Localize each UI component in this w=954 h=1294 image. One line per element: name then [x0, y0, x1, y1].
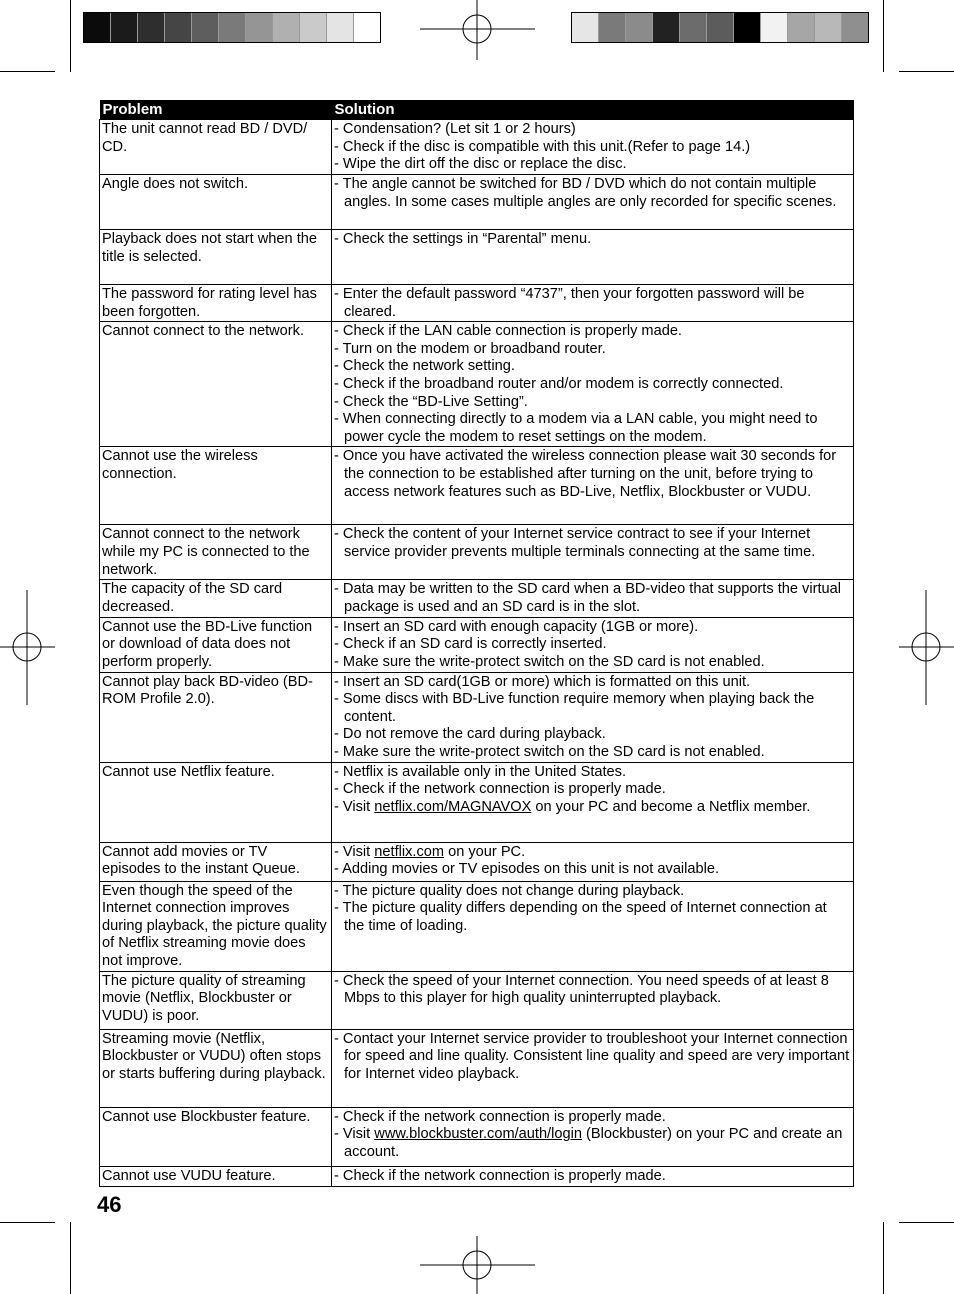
solution-cell: [332, 762, 854, 842]
solution-line: [334, 526, 851, 561]
registration-mark-top: [420, 0, 535, 60]
color-swatch: [219, 13, 246, 42]
solution-line: [334, 411, 851, 446]
table-row: [100, 120, 854, 175]
table-row: [100, 842, 854, 881]
solution-line: [334, 448, 851, 501]
solution-text: - Some discs with BD-Live function require memory when playing back the content.: [334, 691, 815, 725]
solution-text: - The picture quality does not change during playback.: [334, 882, 685, 899]
table-row: [100, 881, 854, 971]
solution-cell: [332, 1029, 854, 1107]
color-swatch: [354, 13, 380, 42]
solution-text: - Turn on the modem or broadband router.: [334, 340, 606, 357]
problem-cell: Cannot use Netflix feature.: [100, 762, 332, 842]
color-swatch: [761, 13, 788, 42]
solution-text: - When connecting directly to a modem via a LAN cable, you might need to power cycle the modem to reset settings on the modem.: [334, 411, 818, 445]
solution-text: - Visit: [334, 1126, 375, 1143]
solution-cell: [332, 120, 854, 175]
table-row: [100, 672, 854, 762]
solution-text: - Check if the network connection is properly made.: [334, 781, 666, 798]
solution-text: - Check the content of your Internet service contract to see if your Internet service provider prevents multiple terminals connecting at the same time.: [334, 526, 816, 560]
solution-line: [334, 674, 851, 692]
color-swatch: [707, 13, 734, 42]
solution-line: [334, 900, 851, 935]
solution-line: [334, 176, 851, 211]
solution-line: [334, 1031, 851, 1084]
solution-text: - Insert an SD card with enough capacity (1GB or more).: [334, 618, 699, 635]
table-row: [100, 230, 854, 285]
link-text[interactable]: www.blockbuster.com/auth/login: [374, 1126, 582, 1143]
problem-cell: The password for rating level has been forgotten.: [100, 285, 332, 322]
solution-text: on your PC and become a Netflix member.: [531, 798, 811, 815]
table-row: [100, 617, 854, 672]
solution-line: [334, 121, 851, 139]
problem-cell: Cannot use the wireless connection.: [100, 447, 332, 525]
solution-text: - Adding movies or TV episodes on this unit is not available.: [334, 861, 720, 878]
problem-cell: Cannot use VUDU feature.: [100, 1166, 332, 1186]
grayscale-color-bar: [83, 12, 381, 43]
solution-cell: [332, 322, 854, 447]
solution-text: - Insert an SD card(1GB or more) which is formatted on this unit.: [334, 673, 751, 690]
solution-line: [334, 1126, 851, 1161]
solution-text: - Data may be written to the SD card when a BD-video that supports the virtual package is used and an SD card is in the slot.: [334, 581, 841, 615]
table-row: [100, 285, 854, 322]
solution-line: [334, 744, 851, 762]
color-swatch: [734, 13, 761, 42]
table-row: [100, 971, 854, 1029]
page-number: 46: [97, 1192, 122, 1217]
problem-header: Problem: [100, 100, 332, 120]
solution-line: [334, 764, 851, 782]
solution-line: [334, 231, 851, 249]
table-row: [100, 1166, 854, 1186]
solution-line: [334, 726, 851, 744]
solution-text: - Check if the LAN cable connection is properly made.: [334, 323, 682, 340]
solution-text: - Check the “BD-Live Setting”.: [334, 393, 528, 410]
problem-cell: Playback does not start when the title is selected.: [100, 230, 332, 285]
color-swatch: [653, 13, 680, 42]
solution-line: [334, 341, 851, 359]
problem-cell: Cannot use the BD-Live function or download of data does not perform properly.: [100, 617, 332, 672]
solution-line: [334, 156, 851, 174]
solution-cell: [332, 672, 854, 762]
problem-cell: Cannot play back BD-video (BD-ROM Profile 2.0).: [100, 672, 332, 762]
color-swatch: [788, 13, 815, 42]
table-row: [100, 322, 854, 447]
solution-line: [334, 1168, 851, 1186]
solution-text: - Check if the network connection is properly made.: [334, 1167, 666, 1184]
troubleshooting-table: [99, 100, 854, 1187]
solution-text: - Check the network setting.: [334, 358, 515, 375]
table-body: [100, 120, 854, 1187]
link-text[interactable]: netflix.com: [374, 843, 445, 860]
solution-line: [334, 883, 851, 901]
solution-line: [334, 781, 851, 799]
problem-cell: Even though the speed of the Internet connection improves during playback, the picture quality of Netflix streaming movie does not improve.: [100, 881, 332, 971]
solution-line: [334, 1109, 851, 1127]
solution-line: [334, 323, 851, 341]
solution-header: Solution: [332, 100, 854, 120]
solution-line: [334, 376, 851, 394]
solution-cell: [332, 285, 854, 322]
table-row: [100, 580, 854, 617]
table-header-row: [100, 100, 854, 120]
solution-text: - Check if the disc is compatible with this unit.(Refer to page 14.): [334, 138, 751, 155]
solution-line: [334, 358, 851, 376]
color-swatch: [273, 13, 300, 42]
solution-text: - Make sure the write-protect switch on the SD card is not enabled.: [334, 653, 765, 670]
color-swatch: [626, 13, 653, 42]
color-swatch: [572, 13, 599, 42]
color-swatch: [111, 13, 138, 42]
solution-cell: [332, 175, 854, 230]
solution-text: on your PC.: [444, 843, 526, 860]
problem-cell: Cannot use Blockbuster feature.: [100, 1107, 332, 1166]
solution-text: - The angle cannot be switched for BD / DVD which do not contain multiple angles. In some cases multiple angles are only recorded for specific scenes.: [334, 176, 837, 210]
problem-cell: Angle does not switch.: [100, 175, 332, 230]
solution-text: (Blockbuster) on your PC and create an account.: [344, 1126, 843, 1160]
link-text[interactable]: netflix.com/MAGNAVOX: [374, 798, 532, 815]
color-swatch: [138, 13, 165, 42]
registration-mark-left: [0, 590, 55, 705]
solution-text: - Netflix is available only in the United States.: [334, 763, 627, 780]
color-swatch: [192, 13, 219, 42]
solution-text: - Condensation? (Let sit 1 or 2 hours): [334, 121, 576, 137]
problem-cell: The unit cannot read BD / DVD/ CD.: [100, 120, 332, 175]
color-swatch: [300, 13, 327, 42]
solution-cell: [332, 1107, 854, 1166]
solution-line: [334, 861, 851, 879]
solution-text: - Check if the network connection is properly made.: [334, 1108, 666, 1125]
solution-text: - Wipe the dirt off the disc or replace the disc.: [334, 156, 627, 173]
solution-cell: [332, 842, 854, 881]
solution-text: - Make sure the write-protect switch on the SD card is not enabled.: [334, 743, 765, 760]
solution-line: [334, 286, 851, 321]
solution-text: - Do not remove the card during playback.: [334, 726, 606, 743]
solution-cell: [332, 447, 854, 525]
problem-cell: Cannot connect to the network.: [100, 322, 332, 447]
solution-text: - The picture quality differs depending on the speed of Internet connection at the time of loading.: [334, 900, 827, 934]
solution-cell: [332, 971, 854, 1029]
solution-cell: [332, 580, 854, 617]
registration-mark-bottom: [420, 1236, 535, 1294]
solution-text: - Check if an SD card is correctly inserted.: [334, 636, 607, 653]
table-row: [100, 447, 854, 525]
solution-line: [334, 654, 851, 672]
solution-text: - Contact your Internet service provider to troubleshoot your Internet connection for speed and line quality. Consistent line quality and speed are very important for Internet video playback.: [334, 1030, 850, 1082]
solution-text: - Check the speed of your Internet connection. You need speeds of at least 8 Mbps to this player for high quality uninterrupted playback.: [334, 972, 829, 1007]
table-row: [100, 175, 854, 230]
solution-line: [334, 799, 851, 817]
problem-cell: The capacity of the SD card decreased.: [100, 580, 332, 617]
problem-cell: Cannot add movies or TV episodes to the instant Queue.: [100, 842, 332, 881]
solution-text: - Visit: [334, 843, 375, 860]
solution-line: [334, 636, 851, 654]
solution-text: - Visit: [334, 798, 375, 815]
table-row: [100, 1107, 854, 1166]
color-swatch: [327, 13, 354, 42]
solution-line: [334, 581, 851, 616]
color-swatch: [599, 13, 626, 42]
color-calibration-bar: [571, 12, 869, 43]
problem-cell: The picture quality of streaming movie (Netflix, Blockbuster or VUDU) is poor.: [100, 971, 332, 1029]
table-row: [100, 762, 854, 842]
color-swatch: [842, 13, 868, 42]
problem-cell: Streaming movie (Netflix, Blockbuster or VUDU) often stops or starts buffering during playback.: [100, 1029, 332, 1107]
solution-line: [334, 973, 851, 1008]
table-row: [100, 1029, 854, 1107]
solution-text: - Enter the default password “4737”, then your forgotten password will be cleared.: [334, 286, 805, 320]
solution-line: [334, 691, 851, 726]
table-row: [100, 525, 854, 580]
solution-cell: [332, 525, 854, 580]
color-swatch: [165, 13, 192, 42]
solution-line: [334, 844, 851, 862]
registration-mark-right: [899, 590, 954, 705]
solution-line: [334, 619, 851, 637]
solution-cell: [332, 881, 854, 971]
problem-cell: Cannot connect to the network while my PC is connected to the network.: [100, 525, 332, 580]
solution-cell: [332, 230, 854, 285]
solution-line: [334, 139, 851, 157]
color-swatch: [680, 13, 707, 42]
color-swatch: [815, 13, 842, 42]
color-swatch: [84, 13, 111, 42]
solution-text: - Check the settings in “Parental” menu.: [334, 231, 592, 247]
solution-line: [334, 394, 851, 412]
solution-text: - Check if the broadband router and/or modem is correctly connected.: [334, 375, 784, 392]
solution-text: - Once you have activated the wireless connection please wait 30 seconds for the connection to be established after turning on the unit, before trying to access network features such as BD-Live, Netflix, Blockbuster or VUDU.: [334, 448, 837, 500]
solution-cell: [332, 1166, 854, 1186]
solution-cell: [332, 617, 854, 672]
color-swatch: [246, 13, 273, 42]
